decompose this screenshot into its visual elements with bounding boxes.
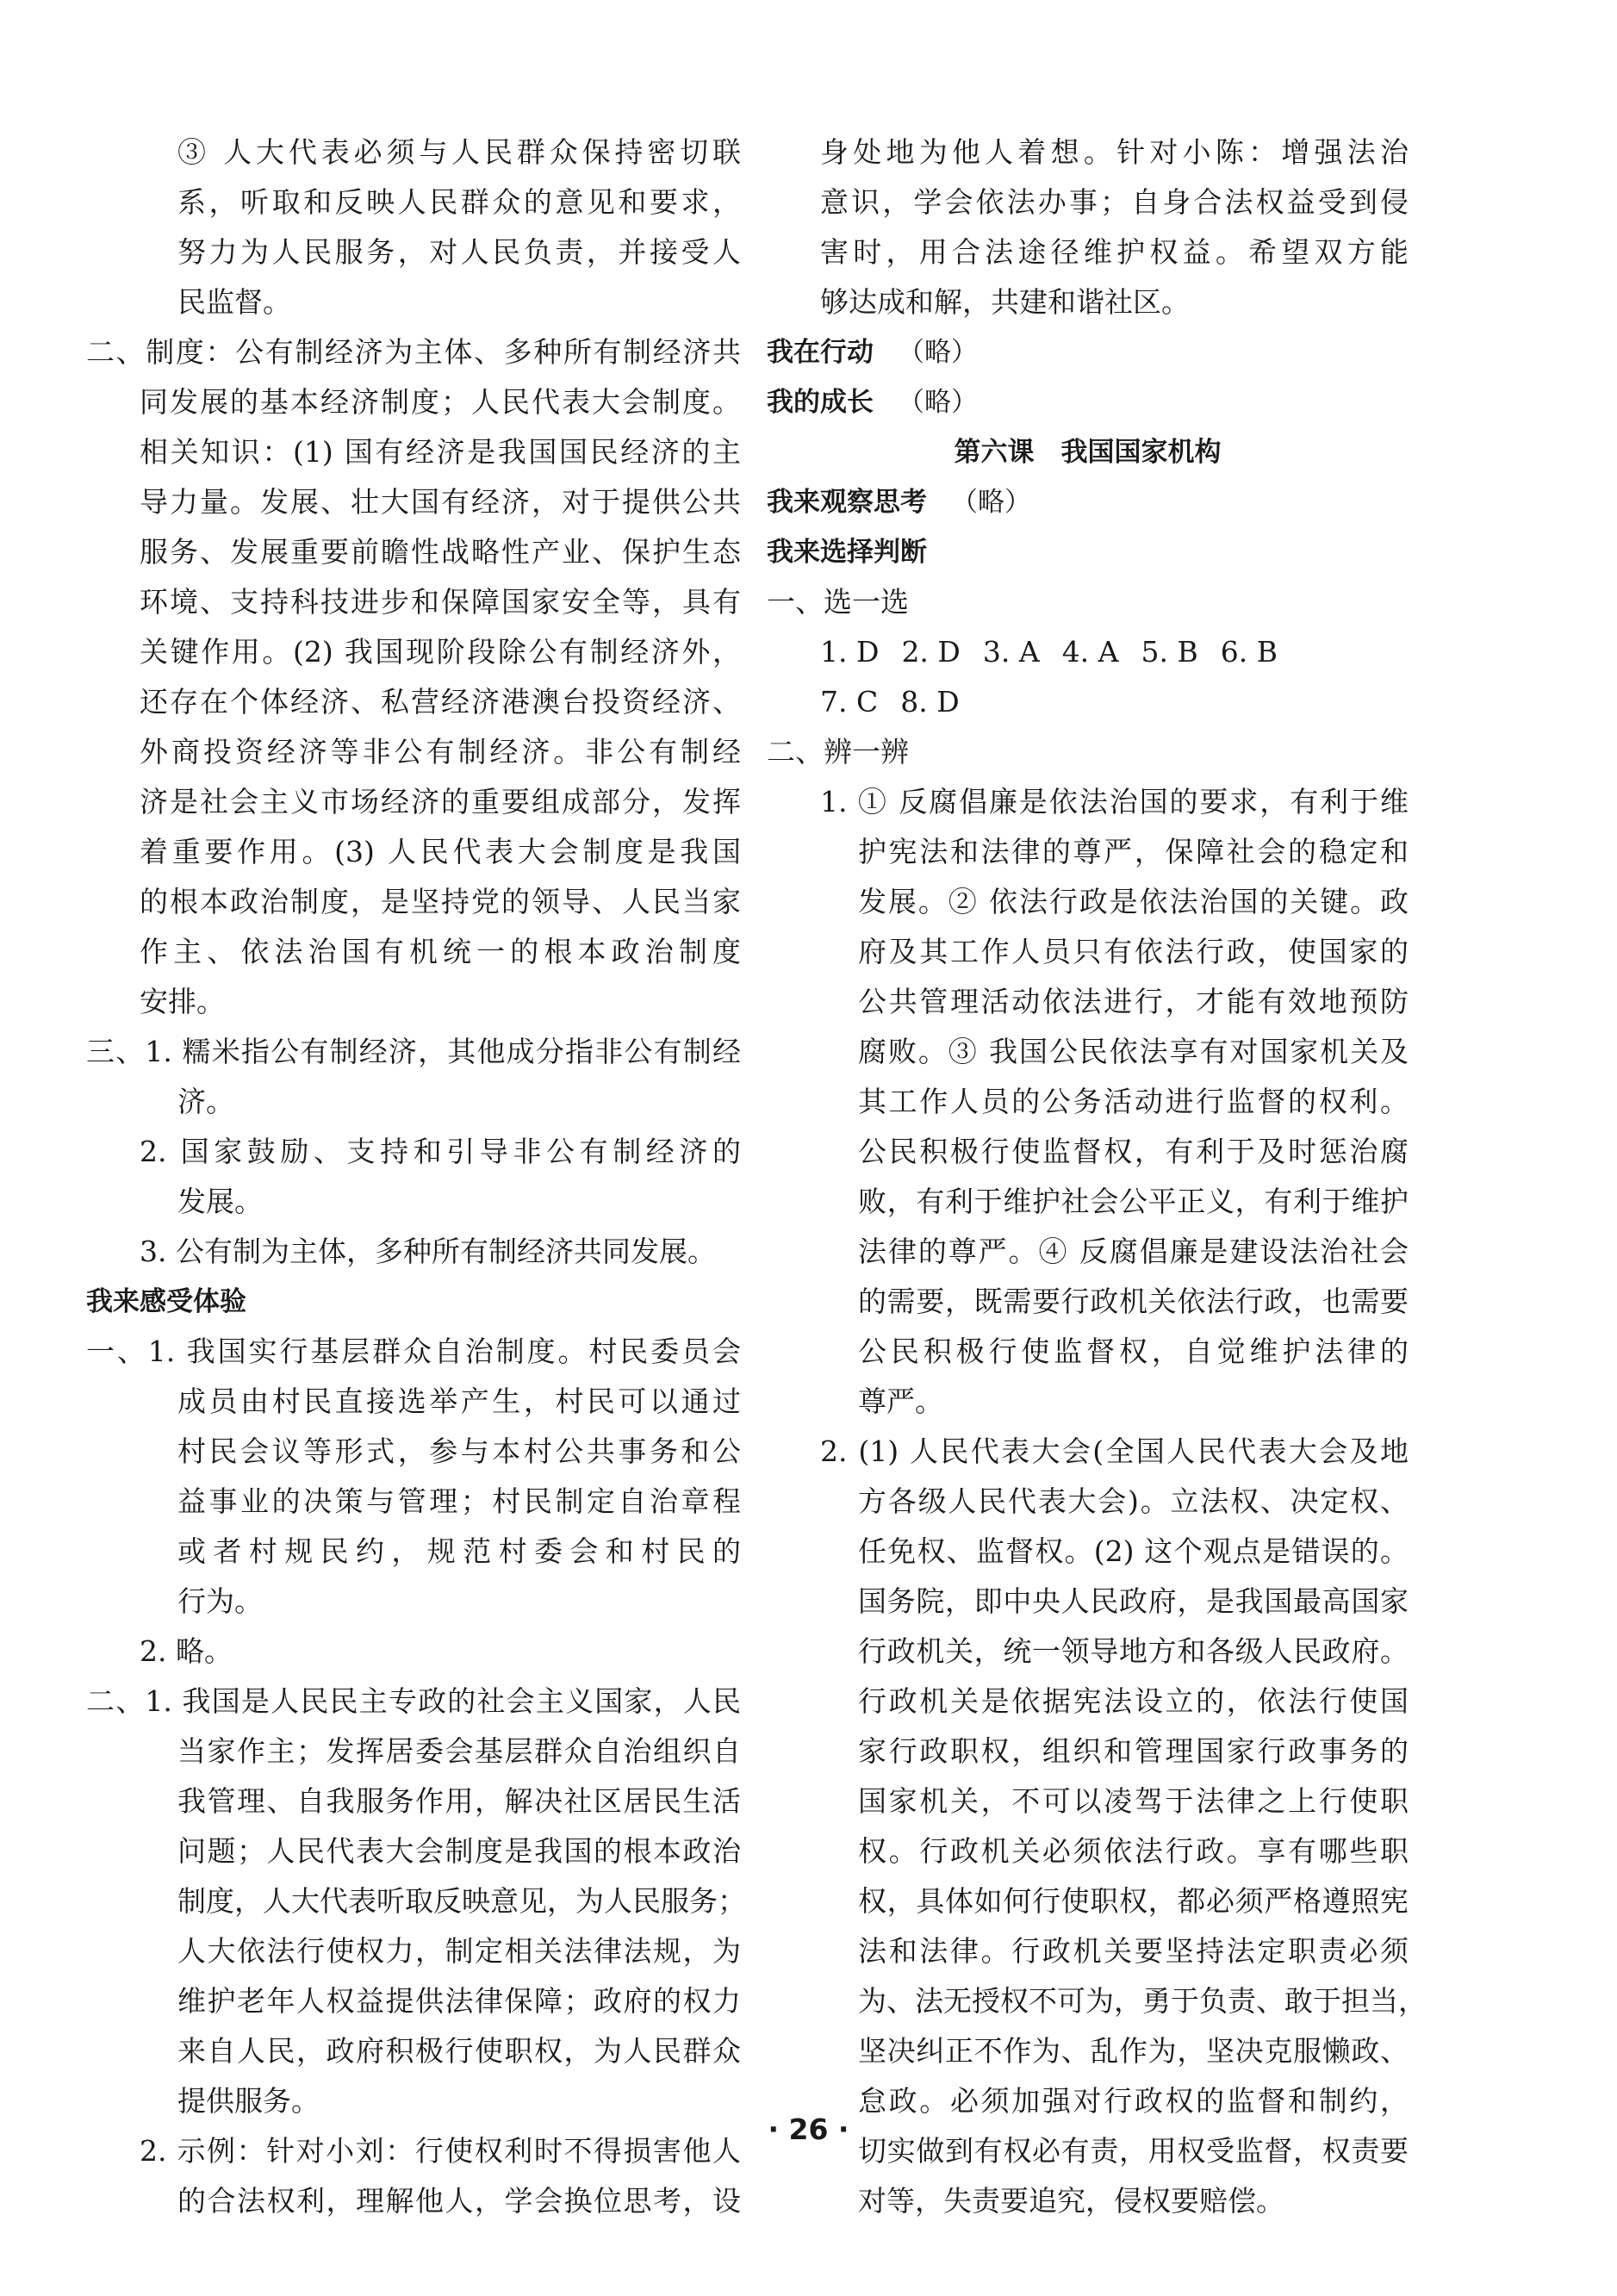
text-line: 行为。 [177,1584,263,1618]
text-line: 对等，失责要追究，侵权要赔偿。 [858,2184,1284,2218]
text-line: 导力量。发展、壮大国有经济，对于提供公共 [140,485,741,519]
text-line: 二、制度：公有制经济为主体、多种所有制经济共 [86,335,741,369]
text-line: 怠政。必须加强对行政权的监督和制约， [858,2084,1409,2118]
text-line: 尊严。 [858,1384,943,1418]
text-line: 维护老年人权益提供法律保障；政府的权力 [177,1984,741,2018]
text-line: 益事业的决策与管理；村民制定自治章程 [177,1484,741,1518]
text-line: 够达成和解，共建和谐社区。 [820,285,1190,319]
text-line: 发展。 [177,1185,263,1218]
text-line: 同发展的基本经济制度；人民代表大会制度。 [140,385,741,419]
text-line: 提供服务。 [177,2084,320,2118]
text-line: 我管理、自我服务作用，解决社区居民生活 [177,1784,741,1818]
text-line: 方各级人民代表大会)。立法权、决定权、 [858,1484,1409,1518]
text-line: 败，有利于维护社会公平正义，有利于维护 [858,1185,1409,1218]
text-line: 的合法权利，理解他人，学会换位思考，设 [177,2184,741,2218]
text-line: 府及其工作人员只有依法行政，使国家的 [858,935,1409,968]
text-line: 任免权、监督权。(2) 这个观点是错误的。 [858,1534,1409,1568]
text-line: 服务、发展重要前瞻性战略性产业、保护生态 [140,535,741,569]
choices-row-2 [767,677,1409,727]
text-line: 国家机关，不可以凌驾于法律之上行使职 [858,1784,1409,1818]
text-line: 国务院，即中央人民政府，是我国最高国家 [858,1584,1409,1618]
answer-item: 1. D [820,635,880,669]
text-line: 公民积极行使监督权，自觉维护法律的 [858,1335,1409,1368]
text-line: 切实做到有权必有责，用权受监督，权责要 [858,2134,1409,2168]
text-line: 还存在个体经济、私营经济港澳台投资经济、 [140,685,741,719]
answer-item: 7. C [820,685,879,719]
text-line: 腐败。③ 我国公民依法享有对国家机关及 [858,1035,1409,1068]
text-line: 2. 略。 [140,1634,233,1668]
text-line: 外商投资经济等非公有制经济。非公有制经 [140,735,741,768]
text-line: 1. ① 反腐倡廉是依法治国的要求，有利于维 [820,785,1409,818]
text-line: 家行政职权，组织和管理国家行政事务的 [858,1734,1409,1768]
right-column [767,128,1427,2226]
answer-item: 5. B [1141,635,1198,669]
heading-acting: 我在行动 （略） [767,337,978,368]
text-line: 作主、依法治国有机统一的根本政治制度 [140,935,741,968]
text-line: 权。行政机关必须依法行政。享有哪些职 [858,1834,1409,1868]
text-line: 身处地为他人着想。针对小陈：增强法治 [820,135,1409,169]
text-line: 人大依法行使权力，制定相关法律法规，为 [177,1934,741,1968]
text-line: 为、法无授权不可为，勇于负责、敢于担当， [858,1984,1427,2018]
text-line: 法律的尊严。④ 反腐倡廉是建设法治社会 [858,1235,1409,1268]
answer-item: 8. D [900,685,960,719]
text-line: 系，听取和反映人民群众的意见和要求， [177,185,741,219]
section-heading: 我来感受体验 [86,1286,246,1317]
answer-item: 3. A [982,635,1040,669]
answer-item: 6. B [1220,635,1278,669]
heading-choose: 我来选择判断 [767,537,927,568]
heading-observe: 我来观察思考 （略） [767,487,1031,518]
text-line: 安排。 [140,985,225,1018]
text-line: 护宪法和法律的尊严，保障社会的稳定和 [858,835,1409,868]
text-line: 环境、支持科技进步和保障国家安全等，具有 [140,585,741,619]
text-line: 关键作用。(2) 我国现阶段除公有制经济外， [140,635,741,669]
text-line: 成员由村民直接选举产生，村民可以通过 [177,1384,741,1418]
text-line: 一、1. 我国实行基层群众自治制度。村民委员会 [86,1335,741,1368]
text-line: 公共管理活动依法进行，才能有效地预防 [858,985,1409,1018]
text-line: 2. 示例：针对小刘：行使权利时不得损害他人 [140,2134,741,2168]
text-line: 行政机关，统一领导地方和各级人民政府。 [858,1634,1409,1668]
text-line: 制度，人大代表听取反映意见，为人民服务； [177,1884,746,1918]
text-line: 着重要作用。(3) 人民代表大会制度是我国 [140,835,741,868]
answer-item: 4. A [1061,635,1119,669]
text-line: 三、1. 糯米指公有制经济，其他成分指非公有制经 [86,1035,741,1068]
text-line: ③ 人大代表必须与人民群众保持密切联 [177,135,741,169]
text-line: 的根本政治制度，是坚持党的领导、人民当家 [140,885,741,918]
text-line: 的需要，既需要行政机关依法行政，也需要 [858,1285,1409,1318]
text-line: 行政机关是依据宪法设立的，依法行使国 [858,1684,1409,1718]
text-line: 2. (1) 人民代表大会(全国人民代表大会及地 [820,1434,1409,1468]
text-line: 坚决纠正不作为、乱作为，坚决克服懒政、 [858,2034,1409,2068]
text-line: 权，具体如何行使职权，都必须严格遵照宪 [858,1884,1409,1918]
text-line: 害时，用合法途径维护权益。希望双方能 [820,235,1409,269]
text-line: 努力为人民服务，对人民负责，并接受人 [177,235,741,269]
choices-row-1 [767,627,1409,677]
text-line: 其工作人员的公务活动进行监督的权利。 [858,1085,1409,1118]
text-line: 公民积极行使监督权，有利于及时惩治腐 [858,1135,1409,1168]
page-number: · 26 · [768,2112,849,2146]
answer-item: 2. D [901,635,961,669]
text-line: 意识，学会依法办事；自身合法权益受到侵 [820,185,1409,219]
text-line: 村民会议等形式，参与本村公共事务和公 [177,1434,741,1468]
text-line: 或者村规民约，规范村委会和村民的 [177,1534,741,1568]
text-line: 济。 [177,1085,234,1118]
text-line: 济是社会主义市场经济的重要组成部分，发挥 [140,785,741,818]
lesson-title: 第六课 我国国家机构 [954,437,1222,468]
heading-growth: 我的成长 （略） [767,387,978,418]
text-line: 当家作主；发挥居委会基层群众自治组织自 [177,1734,741,1768]
section-judge: 二、辨一辨 [767,735,909,768]
left-column [86,128,746,2226]
text-line: 民监督。 [177,285,291,319]
text-line: 法和法律。行政机关要坚持法定职责必须 [858,1934,1409,1968]
text-line: 3. 公有制为主体，多种所有制经济共同发展。 [140,1235,716,1268]
text-line: 发展。② 依法行政是依法治国的关键。政 [858,885,1409,918]
text-line: 来自人民，政府积极行使职权，为人民群众 [177,2034,741,2068]
section-choose: 一、选一选 [767,585,909,619]
text-line: 问题；人民代表大会制度是我国的根本政治 [177,1834,741,1868]
text-line: 相关知识：(1) 国有经济是我国国民经济的主 [140,435,741,469]
text-line: 二、1. 我国是人民民主专政的社会主义国家，人民 [86,1684,741,1718]
text-line: 2. 国家鼓励、支持和引导非公有制经济的 [140,1135,741,1168]
